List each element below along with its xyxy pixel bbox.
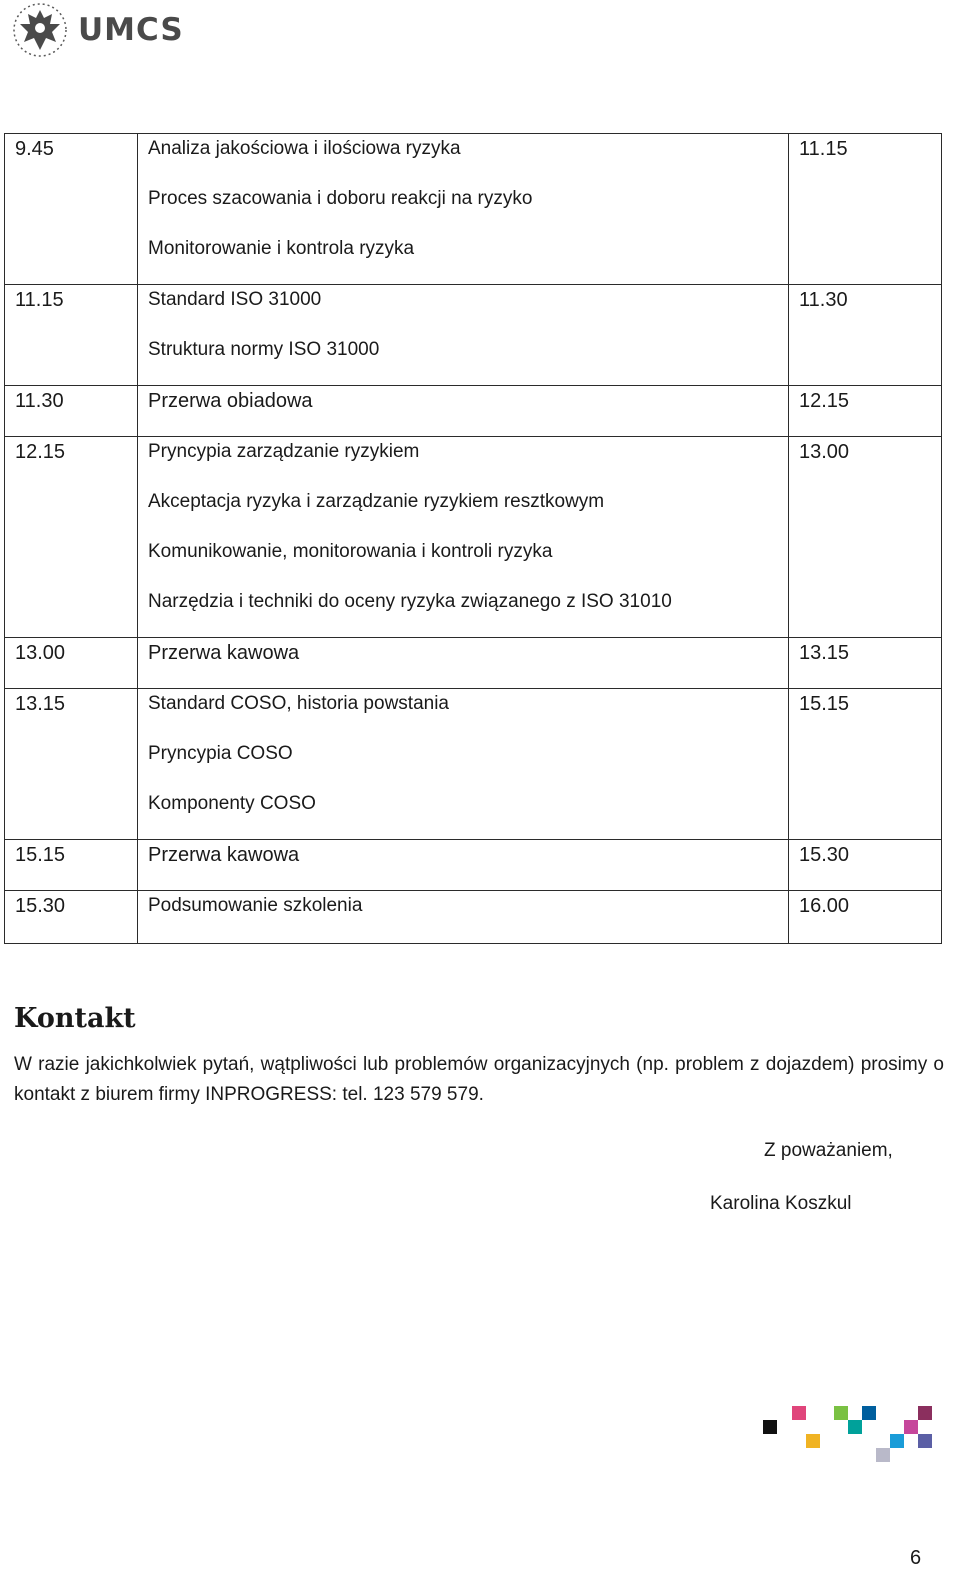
decorative-square <box>792 1406 806 1420</box>
topic-cell <box>138 689 789 840</box>
topic-cell <box>138 285 789 386</box>
topic-item: Standard COSO, historia powstania <box>148 693 449 714</box>
decorative-square <box>918 1406 932 1420</box>
topic-item: Komunikowanie, monitorowania i kontroli ryzyka <box>148 541 553 562</box>
end-time: 13.00 <box>789 437 942 638</box>
topic-item: Struktura normy ISO 31000 <box>148 339 380 360</box>
decorative-square <box>890 1434 904 1448</box>
start-time: 13.00 <box>5 638 138 689</box>
topic-item: Proces szacowania i doboru reakcji na ryzyko <box>148 188 533 209</box>
start-time: 12.15 <box>5 437 138 638</box>
decorative-square <box>862 1406 876 1420</box>
contact-title: Kontakt <box>14 1003 136 1034</box>
eagle-emblem-icon <box>8 2 72 58</box>
topic-cell <box>138 437 789 638</box>
start-time: 11.15 <box>5 285 138 386</box>
topic-item: Pryncypia zarządzanie ryzykiem <box>148 441 420 462</box>
start-time: 15.15 <box>5 840 138 891</box>
agenda-row <box>5 437 942 638</box>
topic-cell <box>138 638 789 689</box>
topic-item: Podsumowanie szkolenia <box>148 895 363 916</box>
end-time: 15.30 <box>789 840 942 891</box>
agenda-row <box>5 134 942 285</box>
decorative-square <box>848 1420 862 1434</box>
end-time: 12.15 <box>789 386 942 437</box>
end-time: 15.15 <box>789 689 942 840</box>
agenda-row <box>5 386 942 437</box>
logo-text: UMCS <box>78 12 184 48</box>
end-time: 11.30 <box>789 285 942 386</box>
start-time: 9.45 <box>5 134 138 285</box>
topic-cell <box>138 386 789 437</box>
topic-item: Monitorowanie i kontrola ryzyka <box>148 238 415 259</box>
greeting: Z poważaniem, <box>764 1140 893 1161</box>
topic-item: Pryncypia COSO <box>148 743 293 764</box>
decorative-square <box>763 1420 777 1434</box>
agenda-row <box>5 689 942 840</box>
decorative-square <box>918 1434 932 1448</box>
decorative-square <box>876 1448 890 1462</box>
end-time: 11.15 <box>789 134 942 285</box>
start-time: 11.30 <box>5 386 138 437</box>
signature: Karolina Koszkul <box>710 1193 852 1214</box>
decorative-square <box>806 1434 820 1448</box>
decorative-square <box>904 1420 918 1434</box>
end-time: 16.00 <box>789 891 942 944</box>
topic-item: Standard ISO 31000 <box>148 289 322 310</box>
topic-cell <box>138 840 789 891</box>
agenda-row <box>5 638 942 689</box>
agenda-row <box>5 891 942 944</box>
topic-item: Przerwa obiadowa <box>148 390 313 412</box>
topic-item: Komponenty COSO <box>148 793 316 814</box>
agenda-row <box>5 840 942 891</box>
start-time: 13.15 <box>5 689 138 840</box>
topic-cell <box>138 891 789 944</box>
topic-item: Przerwa kawowa <box>148 642 300 664</box>
contact-body: W razie jakichkolwiek pytań, wątpliwości lub problemów organizacyjnych (np. problem z dojazdem) prosimy o kontakt z biurem firmy INPROGRESS: tel. 123 579 579. <box>14 1054 944 1105</box>
topic-item: Przerwa kawowa <box>148 844 300 866</box>
topic-item: Analiza jakościowa i ilościowa ryzyka <box>148 138 461 159</box>
page-number: 6 <box>910 1547 922 1569</box>
agenda-table <box>4 133 942 944</box>
topic-item: Narzędzia i techniki do oceny ryzyka związanego z ISO 31010 <box>148 591 672 612</box>
start-time: 15.30 <box>5 891 138 944</box>
topic-item: Akceptacja ryzyka i zarządzanie ryzykiem resztkowym <box>148 491 605 512</box>
umcs-logo <box>8 2 184 58</box>
agenda-row <box>5 285 942 386</box>
end-time: 13.15 <box>789 638 942 689</box>
decorative-square <box>834 1406 848 1420</box>
topic-cell <box>138 134 789 285</box>
